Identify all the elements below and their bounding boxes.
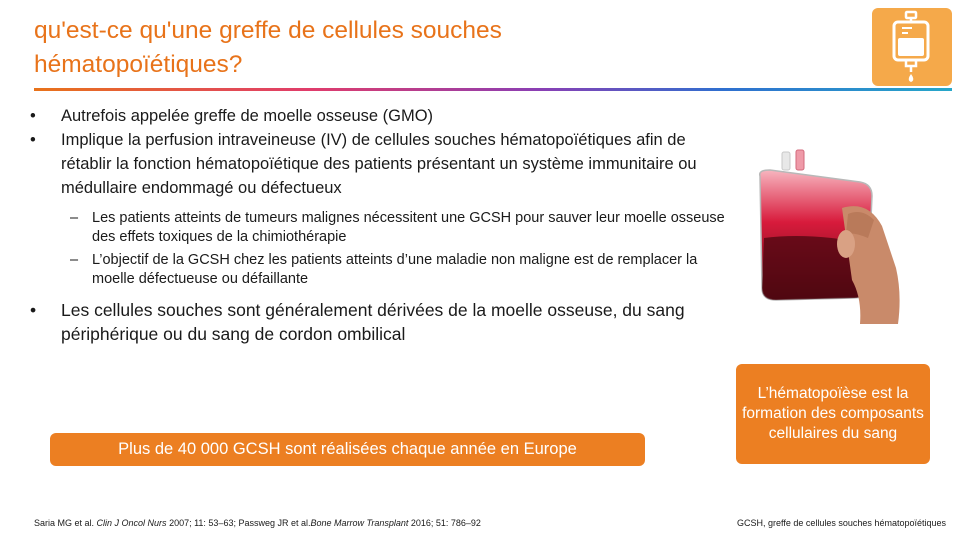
sub-bullet-text: Les patients atteints de tumeurs malignes nécessitent une GCSH pour sauver leur moelle osseuse des effets toxiques de la chimiothérapie	[92, 210, 725, 245]
blood-bag-icon	[872, 8, 952, 86]
sub-bullet-item: – Les patients atteints de tumeurs malignes nécessitent une GCSH pour sauver leur moelle osseuse des effets toxiques de la chimiothérapie	[70, 210, 725, 245]
bullet-item	[30, 128, 730, 200]
abbreviation-note: GCSH, greffe de cellules souches hématopoïétiques	[737, 518, 946, 528]
sub-bullet-item: – L’objectif de la GCSH chez les patients atteints d’une maladie non maligne est de remplacer la moelle défectueuse ou défaillante	[70, 252, 698, 287]
stat-banner: Plus de 40 000 GCSH sont réalisées chaque année en Europe	[50, 433, 645, 466]
blood-bag-icon-box	[872, 8, 952, 86]
blood-bag-illustration	[750, 148, 914, 328]
blood-bag-photo	[750, 148, 914, 328]
bullet-item: • Autrefois appelée greffe de moelle osseuse (GMO)	[30, 104, 730, 128]
definition-callout	[736, 364, 930, 464]
title-divider	[34, 88, 952, 91]
ref2-journal: Bone Marrow Transplant	[310, 518, 409, 528]
callout-text: L’hématopoïèse est la formation des composants cellulaires du sang	[742, 385, 924, 442]
sub-bullet-list	[30, 209, 730, 289]
bullet-list	[30, 104, 730, 346]
title-line-1: qu'est-ce qu'une greffe de cellules souches	[34, 17, 502, 44]
references	[34, 518, 481, 528]
ref1-rest: 2007; 11: 53–63; Passweg JR et al.	[166, 518, 311, 528]
slide-title	[34, 14, 734, 82]
bullet-text: Les cellules souches sont généralement dérivées de la moelle osseuse, du sang périphérique ou du sang de cordon ombilical	[61, 300, 685, 344]
ref1-authors: Saria MG et al.	[34, 518, 97, 528]
title-line-2: hématopoïétiques?	[34, 51, 243, 78]
sub-bullet-text: L’objectif de la GCSH chez les patients atteints d’une maladie non maligne est de remplacer la moelle défectueuse ou défaillante	[92, 252, 698, 287]
bullet-text: Implique la perfusion intraveineuse (IV) de cellules souches hématopoïétiques afin de rétablir la fonction hématopoïétique des patients présentant un système immunitaire ou médullaire endommagé ou défectueux	[61, 131, 697, 197]
ref1-journal: Clin J Oncol Nurs	[96, 518, 167, 528]
bullet-item	[30, 298, 730, 346]
ref2-rest: 2016; 51: 786–92	[408, 518, 481, 528]
